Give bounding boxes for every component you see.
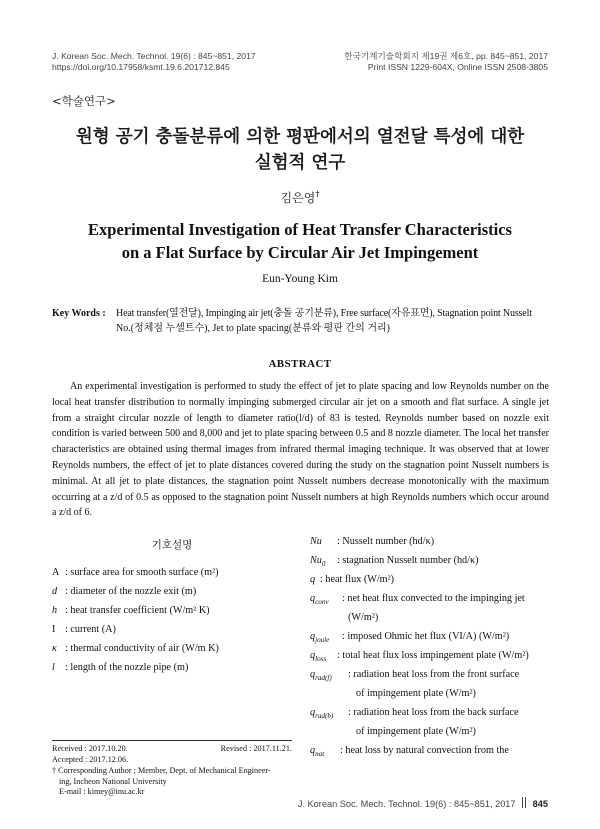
nomenclature-symbol: q xyxy=(310,574,316,585)
korean-title xyxy=(0,124,600,176)
received-date: Received : 2017.10.20. xyxy=(52,744,128,753)
nomenclature-title: 기호설명 xyxy=(151,539,193,551)
nomenclature-desc: : Nusselt number (hd/κ) xyxy=(337,536,435,547)
corresponding-author-line2: ing, Incheon National University xyxy=(59,776,167,786)
nomenclature-desc: : heat transfer coefficient (W/m² K) xyxy=(65,605,210,616)
keywords-line2: No.(정체점 누셀트수), Jet to plate spacing(분류와 평판 간의 거리) xyxy=(116,323,390,334)
footer-citation: J. Korean Soc. Mech. Technol. 19(6) : 845~851, 2017 xyxy=(297,799,516,809)
abstract-body xyxy=(52,379,549,521)
nomenclature-symbol: $q_{joule}$ xyxy=(310,631,330,645)
nomenclature-symbol: $q_{rad(b)}$ xyxy=(310,707,334,721)
nomenclature-symbol: Nu xyxy=(310,536,322,547)
nomenclature-desc: : imposed Ohmic het flux (VI/A) (W/m²) xyxy=(342,631,510,642)
english-author: Eun-Young Kim xyxy=(262,273,338,285)
nomenclature-desc: : heat flux (W/m²) xyxy=(320,574,395,585)
revised-date: Revised : 2017.11.21. xyxy=(220,744,292,753)
nomenclature-symbol: l xyxy=(52,662,55,673)
nomenclature-right-list xyxy=(310,532,550,737)
journal-citation-header: J. Korean Soc. Mech. Technol. 19(6) : 845~851, 2017 xyxy=(52,51,256,61)
corresponding-author-line1: † Corresponding Author ; Member, Dept. of Mechanical Engineer- xyxy=(52,765,271,775)
nomenclature-desc-cont: of impingement plate (W/m²) xyxy=(356,688,476,699)
nomenclature-symbol: $Nu_0$ xyxy=(310,555,326,569)
accepted-date: Accepted : 2017.12.06. xyxy=(52,755,129,764)
korean-title-line2: 실험적 연구 xyxy=(254,153,346,173)
section-tag: <학술연구> xyxy=(52,94,116,108)
nomenclature-symbol: I xyxy=(52,624,56,635)
english-title-line1: Experimental Investigation of Heat Transfer Characteristics xyxy=(88,220,512,239)
nomenclature-desc: : heat loss by natural convection from the xyxy=(340,745,509,756)
nomenclature-symbol: $q_{loss}$ xyxy=(310,650,327,664)
nomenclature-desc-cont: (W/m²) xyxy=(348,612,379,623)
corresponding-email[interactable]: E-mail : kimey@inu.ac.kr xyxy=(59,787,145,797)
received-revised-row xyxy=(52,744,292,755)
korean-title-line1: 원형 공기 충돌분류에 의한 평판에서의 열전달 특성에 대한 xyxy=(75,127,525,147)
nomenclature-desc-cont: of impingement plate (W/m²) xyxy=(356,726,476,737)
nomenclature-symbol: κ xyxy=(52,643,57,654)
issn-header: Print ISSN 1229-604X, Online ISSN 2508-3805 xyxy=(367,62,548,72)
footer-divider xyxy=(525,797,526,808)
footnote-divider xyxy=(52,740,292,741)
nomenclature-desc: : stagnation Nusselt number (hd/κ) xyxy=(337,555,479,566)
nomenclature-desc: : radiation heat loss from the back surface xyxy=(348,707,519,718)
english-title-line2: on a Flat Surface by Circular Air Jet Impingement xyxy=(121,243,479,262)
page-footer xyxy=(298,797,548,809)
abstract-title: ABSTRACT xyxy=(268,358,332,370)
nomenclature-desc: : net heat flux convected to the impinging jet xyxy=(342,593,525,604)
keywords-label: Key Words : xyxy=(52,308,106,319)
footnote-block xyxy=(52,744,292,798)
nomenclature-desc: : diameter of the nozzle exit (m) xyxy=(65,586,197,597)
korean-author xyxy=(0,189,600,206)
english-title xyxy=(0,218,600,264)
nomenclature-desc: : current (A) xyxy=(65,624,116,635)
keywords-line1: Heat transfer(열전달), Impinging air jet(충돌 공기분류), Free surface(자유표면), Stagnation point Nusselt xyxy=(116,308,532,319)
corresponding-author-mark: † xyxy=(315,189,320,199)
abstract-text: An experimental investigation is performed to study the effect of jet to plate spacing and low Reynolds number on the local heat transfer distribution to normally impinging submerged circular air jet on a smooth and flat surface. A single jet from a straight circular nozzle of length to diameter ratio(l/d) of 83 is tested. Reynolds number based on nozzle exit condition is varied between 500 and 8,000 and jet to plate spacing between 0.5 and 8 nozzle diameter. The local het transfer characteristics are obtained using thermal images from infrared thermal imaging technique. It was observed that at lower Reynolds numbers, the effect of jet to plate distances covered during the study on the stagnation point Nusselt numbers is minimal. At all jet to plate distances, the stagnation point Nusselt numbers decrease monotonically with the maximum occurring at a z/d of 0.5 as opposed to the stagnation point Nusselt numbers at high Reynolds numbers which occur around a z/d of 6. xyxy=(52,381,549,519)
page-number: 845 xyxy=(532,799,548,809)
nomenclature-desc: : surface area for smooth surface (m²) xyxy=(65,567,219,578)
nomenclature-symbol: h xyxy=(52,605,58,616)
doi-link[interactable]: https://doi.org/10.17958/ksmt.19.6.201712.845 xyxy=(52,62,230,72)
nomenclature-desc: : total heat flux loss impingement plate (W/m²) xyxy=(337,650,529,661)
journal-volume-header: 한국기계기술학회지 제19권 제6호, pp. 845~851, 2017 xyxy=(344,51,548,61)
nomenclature-symbol: A xyxy=(52,567,60,578)
nomenclature-right-last xyxy=(310,741,550,761)
nomenclature-desc: : radiation heat loss from the front surface xyxy=(348,669,520,680)
korean-author-name: 김은영 xyxy=(280,191,316,205)
nomenclature-desc: : length of the nozzle pipe (m) xyxy=(65,662,189,673)
footer-divider xyxy=(522,797,523,808)
nomenclature-symbol: $q_{conv}$ xyxy=(310,593,329,607)
nomenclature-symbol: d xyxy=(52,586,58,597)
nomenclature-symbol: $q_{rad(f)}$ xyxy=(310,669,332,683)
nomenclature-symbol: $q_{nat}$ xyxy=(310,745,325,759)
nomenclature-desc: : thermal conductivity of air (W/m K) xyxy=(65,643,219,654)
